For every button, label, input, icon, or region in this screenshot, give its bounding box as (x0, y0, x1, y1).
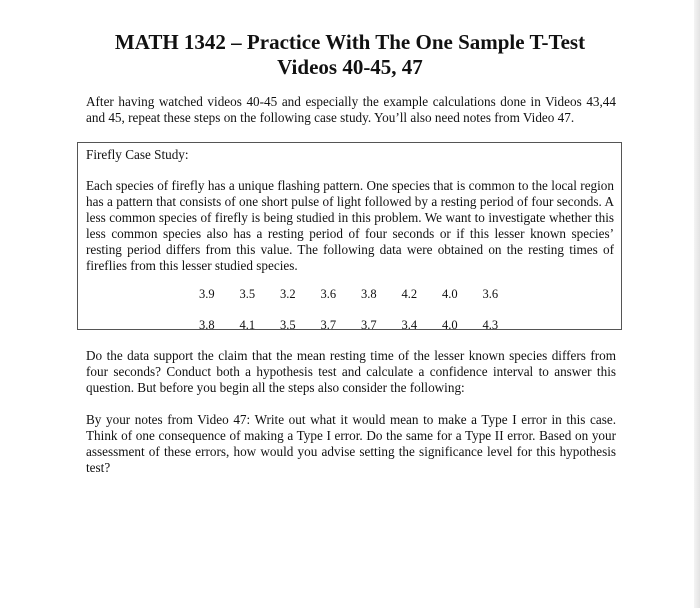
data-value: 4.3 (482, 318, 499, 332)
data-value: 3.8 (361, 287, 377, 301)
data-value: 3.5 (280, 318, 296, 332)
intro-paragraph: After having watched videos 40-45 and especially the example calculations done in Videos 43,44 and 45, repeat these steps on the following case study. You’ll also need notes from Video 47. (86, 94, 616, 125)
title-line-1: MATH 1342 – Practice With The One Sample T-Test (114, 30, 586, 54)
data-row-2 (199, 318, 523, 332)
page-title (0, 30, 700, 80)
data-value: 4.0 (442, 287, 458, 301)
notes-prompt-paragraph: By your notes from Video 47: Write out what it would mean to make a Type I error in this case. Think of one consequence of making a Type I error. Do the same for a Type II error. Based on your assessment of these errors, how would you advise setting the significance level for this hypothesis test? (86, 412, 616, 475)
data-value: 4.0 (442, 318, 458, 332)
data-value: 3.7 (320, 318, 337, 332)
case-study-body: Each species of firefly has a unique flashing pattern. One species that is common to the local region has a pattern that consists of one short pulse of light followed by a resting period of four seconds. A less common species of firefly is being studied in this problem. We want to investigate whether this less common species also has a resting period of four seconds or if this lesser known species’ resting period differs from this value. The following data were obtained on the resting times of fireflies from this lesser studied species. (86, 178, 614, 273)
case-study-box (77, 142, 622, 330)
data-value: 3.2 (280, 287, 296, 301)
data-value: 3.6 (320, 287, 337, 301)
data-value: 3.8 (199, 318, 215, 332)
data-value: 3.5 (239, 287, 256, 301)
page-edge (694, 0, 700, 608)
case-study-heading: Firefly Case Study: (86, 147, 189, 162)
data-row-1 (199, 287, 523, 301)
data-value: 4.2 (401, 287, 418, 301)
title-line-2: Videos 40-45, 47 (277, 55, 423, 79)
data-value: 3.4 (401, 318, 418, 332)
data-value: 3.6 (482, 287, 499, 301)
data-value: 4.1 (239, 318, 256, 332)
question-paragraph: Do the data support the claim that the mean resting time of the lesser known species differs from four seconds? Conduct both a hypothesis test and calculate a confidence interval to answer this question. But before you begin all the steps also consider the following: (86, 348, 616, 395)
data-value: 3.9 (199, 287, 215, 301)
data-value: 3.7 (361, 318, 377, 332)
